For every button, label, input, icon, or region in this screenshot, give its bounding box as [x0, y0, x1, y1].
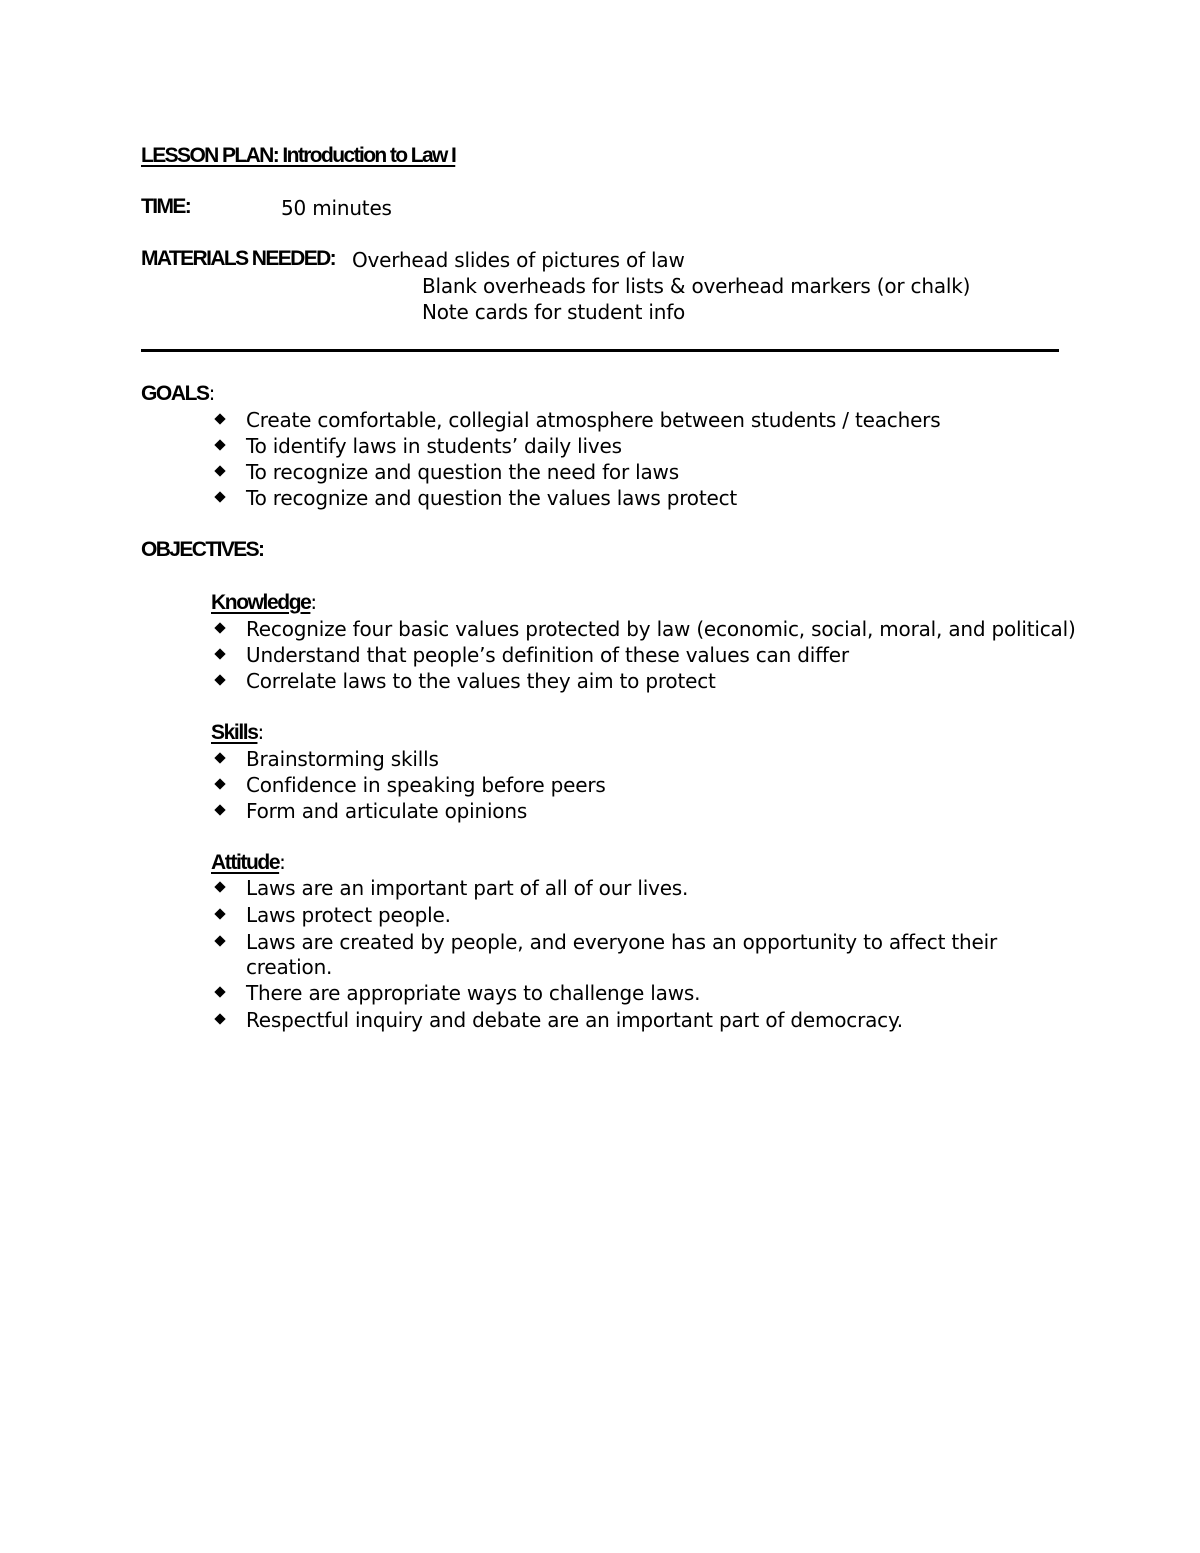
- attitude-item: Laws are created by people, and everyone has an opportunity to affect their: [246, 930, 997, 954]
- goal-item: To recognize and question the need for laws: [246, 460, 679, 484]
- knowledge-heading: Knowledge:: [211, 590, 318, 614]
- attitude-heading: Attitude:: [211, 850, 286, 874]
- diamond-bullet-icon: [214, 491, 225, 502]
- diamond-bullet-icon: [214, 986, 225, 997]
- diamond-bullet-icon: [214, 881, 225, 892]
- knowledge-item: Correlate laws to the values they aim to protect: [246, 669, 716, 693]
- materials-item: Blank overheads for lists & overhead markers (or chalk): [422, 274, 971, 298]
- attitude-item-continuation: creation.: [246, 955, 333, 979]
- diamond-bullet-icon: [214, 804, 225, 815]
- skills-heading: Skills:: [211, 720, 265, 744]
- diamond-bullet-icon: [214, 622, 225, 633]
- goal-item: Create comfortable, collegial atmosphere between students / teachers: [246, 408, 941, 432]
- materials-item: Overhead slides of pictures of law: [352, 248, 685, 272]
- diamond-bullet-icon: [214, 439, 225, 450]
- time-value: 50 minutes: [281, 196, 392, 220]
- knowledge-item: Recognize four basic values protected by law (economic, social, moral, and political): [246, 617, 1076, 641]
- skills-item: Form and articulate opinions: [246, 799, 528, 823]
- goal-item: To recognize and question the values laws protect: [246, 486, 738, 510]
- attitude-item: There are appropriate ways to challenge laws.: [246, 981, 701, 1005]
- goal-item: To identify laws in students’ daily lives: [246, 434, 622, 458]
- attitude-item: Laws are an important part of all of our lives.: [246, 876, 689, 900]
- section-divider: [141, 349, 1059, 352]
- knowledge-label: Knowledge: [211, 591, 311, 614]
- goals-heading: GOALS:: [141, 381, 216, 405]
- diamond-bullet-icon: [214, 413, 225, 424]
- materials-label: MATERIALS NEEDED:: [141, 247, 336, 270]
- diamond-bullet-icon: [214, 465, 225, 476]
- attitude-item: Laws protect people.: [246, 903, 451, 927]
- goals-label: GOALS: [141, 382, 209, 405]
- knowledge-item: Understand that people’s definition of these values can differ: [246, 643, 849, 667]
- attitude-item: Respectful inquiry and debate are an important part of democracy.: [246, 1008, 903, 1032]
- diamond-bullet-icon: [214, 935, 225, 946]
- skills-item: Confidence in speaking before peers: [246, 773, 606, 797]
- attitude-label: Attitude: [211, 851, 280, 874]
- diamond-bullet-icon: [214, 908, 225, 919]
- time-label: TIME:: [141, 195, 191, 218]
- diamond-bullet-icon: [214, 778, 225, 789]
- diamond-bullet-icon: [214, 1013, 225, 1024]
- diamond-bullet-icon: [214, 674, 225, 685]
- skills-item: Brainstorming skills: [246, 747, 439, 771]
- diamond-bullet-icon: [214, 752, 225, 763]
- materials-item: Note cards for student info: [422, 300, 686, 324]
- diamond-bullet-icon: [214, 648, 225, 659]
- skills-label: Skills: [211, 721, 258, 744]
- page-title: LESSON PLAN: Introduction to Law I: [141, 144, 456, 167]
- objectives-heading: OBJECTIVES:: [141, 538, 264, 561]
